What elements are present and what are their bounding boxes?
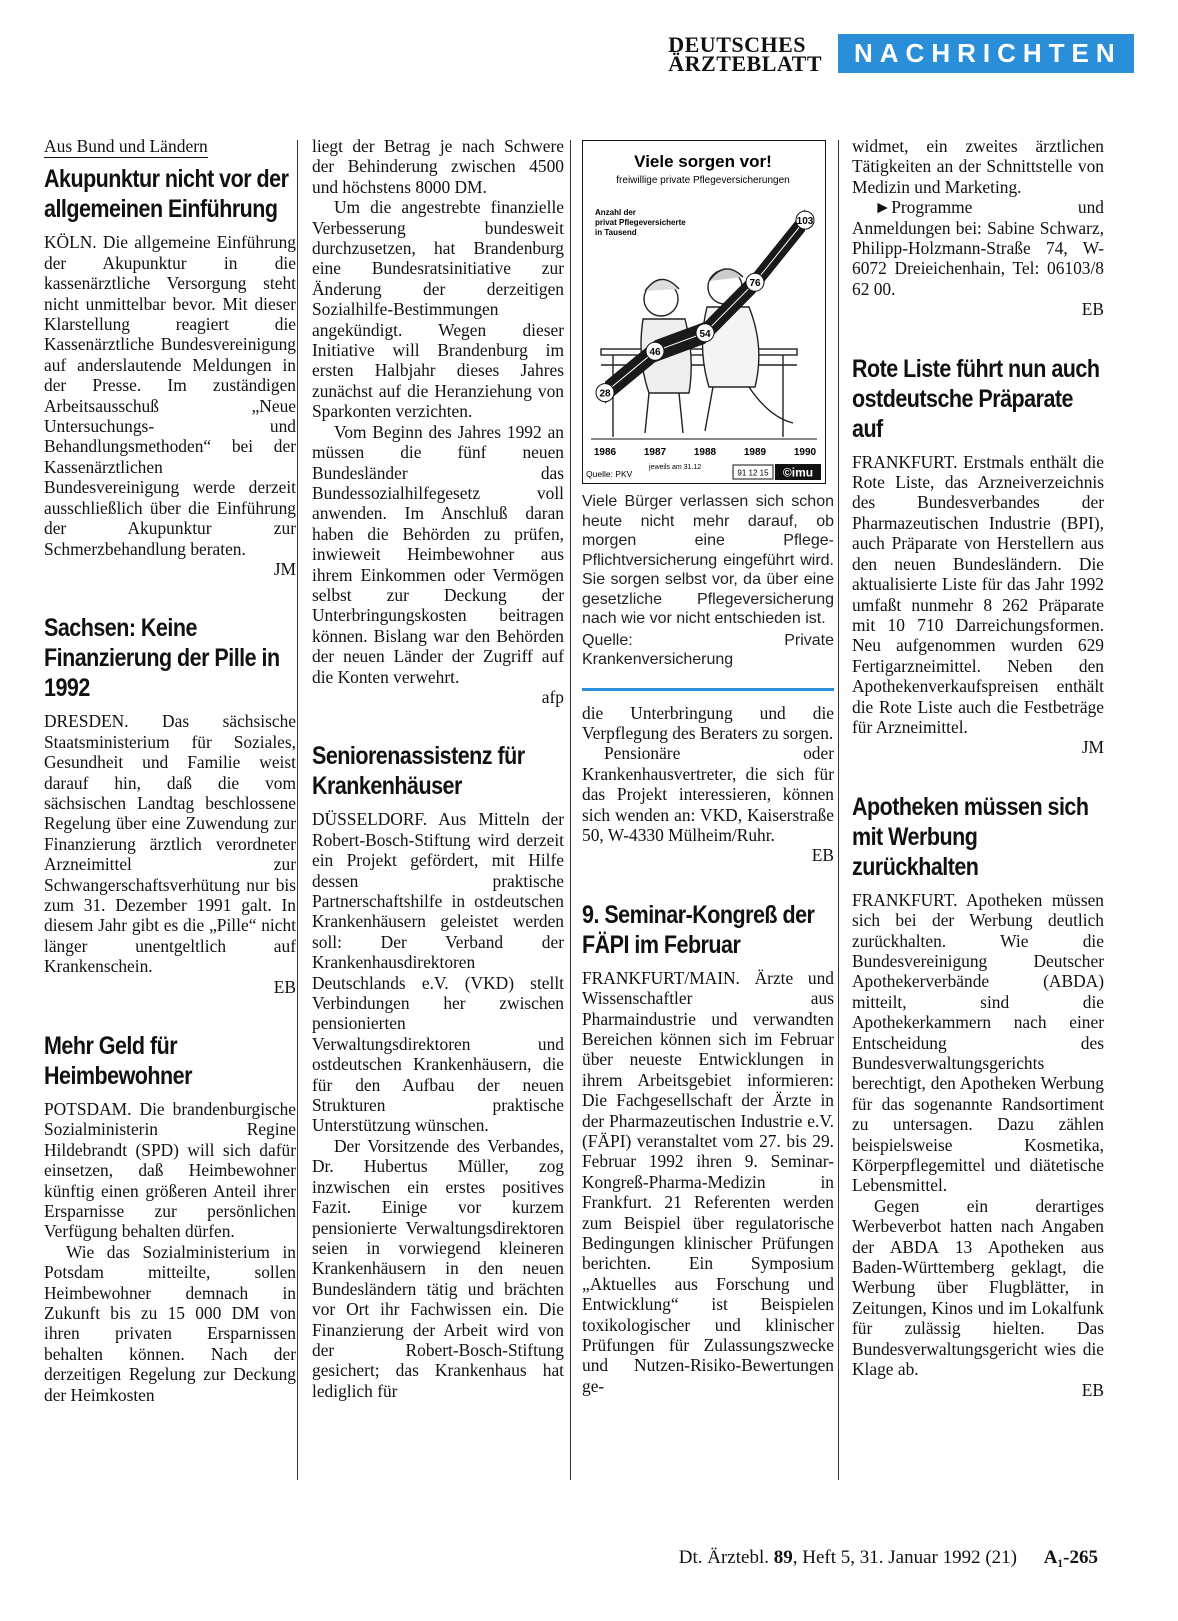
chart-ylabel-line: privat Pflegeversicherte [595,218,686,227]
brand-logo [668,31,822,76]
article-text: Vom Beginn des Jahres 1992 an müssen die fünf neuen Bundesländer das Bundessozialhilfegesetz voll anwenden. Im Anschluß daran haben die Behörden zu prüfen, inwieweit Heimbewohner aus ihrem Einkommen oder Vermögen selbst zur Deckung der Unterbringungskosten beitragen können. Bislang war den Behörden der neuen Länder der Zugriff auf die Konten verwehrt. [312,421,564,687]
brand-line1: DEUTSCHES [668,31,807,57]
column-rule [297,140,298,1480]
headline-heimbewohner: Mehr Geld für Heimbewohner [44,1032,192,1090]
article-text: die Unterbringung und die Verpflegung des Beraters zu sorgen. [582,702,834,743]
figure-source: Quelle: Private Krankenversicherung [582,631,834,668]
page-number: A₁-265 [1043,1547,1098,1568]
article-text: FRANKFURT/MAIN. Ärzte und Wissenschaftler aus Pharmaindustrie und verwandten Bereichen können sich im Februar über neueste Entwicklungen in ihrem Arbeitsgebiet informieren: Die Fachgesellschaft der Ärzte in der Pharmazeutischen Industrie e.V. (FÄPI) veranstaltet vom 27. bis 29. Februar 1992 ihren 9. Seminar-Kongreß-Pharma-Medizin in Frankfurt. 21 Referenten werden zum Beispiel über regulatorische Bedingungen klinischer Prüfungen berichten. Ein Symposium „Aktuelles aus Forschung und Entwicklung“ ist Beispielen toxikologischer und klinischer Prüfungen für Zulassungszwecke und Nutzen-Risiko-Bewertungen ge- [582,967,834,1396]
article-text: liegt der Betrag je nach Schwere der Behinderung zwischen 4500 und höchstens 8000 DM. [312,136,564,197]
author-signature: JM [273,558,296,579]
headline-akupunktur: Akupunktur nicht vor der allgemeinen Einführung [44,165,289,224]
chart-title: Viele sorgen vor! [634,152,772,171]
column-1 [44,136,296,1405]
chart-series-band [605,209,805,404]
chart-code: 91 12 15 [737,468,769,478]
chart-data-label: 46 [649,347,661,359]
chart-logo: ©imu [782,465,814,480]
brand-line2: ÄRZTEBLATT [668,50,822,76]
article-text: Wie das Sozialministerium in Potsdam mitteilte, sollen Heimbewohner demnach in Zukunft bis zu 15 000 DM von ihren privaten Ersparnissen behalten können. Nach der derzeitigen Regelung zur Deckung der Heimkosten [44,1241,296,1405]
author-signature: EB [1081,299,1104,320]
author-signature: EB [1081,1379,1104,1400]
column-rule [838,140,839,1480]
blue-divider [582,688,834,691]
article-text: FRANKFURT. Apotheken müssen sich bei der Werbung deutlich zurückhalten. Wie die Bundesvereinigung Deutscher Apothekerverbände (ABDA) mitteilt, sind die Apothekerkammern nach einer Entscheidung des Bundesverwaltungsgerichts berechtigt, den Apotheken Werbung für das sogenannte Randsortiment zu untersagen. Dazu zählen beispielsweise Kosmetika, Körperpflegemittel und diätetische Lebensmittel. [852,889,1104,1196]
article-text: widmet, ein zweites ärztlichen Tätigkeiten an der Schnittstelle von Medizin und Marketing. [852,136,1104,197]
headline-faepi: 9. Seminar-Kongreß der FÄPI im Februar [582,900,815,959]
volume-number: 89 [773,1547,793,1568]
headline-rote-liste: Rote Liste führt nun auch ostdeutsche Präparate auf [852,354,1100,443]
column-3 [582,136,834,1396]
chart-note: jeweils am 31.12 [649,464,702,471]
infographic-chart [582,140,826,484]
author-signature: afp [541,686,564,707]
chart-ylabel-line: in Tausend [595,228,637,237]
article-text: Der Vorsitzende des Verbandes, Dr. Hubertus Müller, zog inzwischen ein erstes positives Fazit. Einige vor kurzem pensionierte Verwaltungsdirektoren seien in vorwiegend kleineren Krankenhäusern in den neuen Bundesländern tätig und brächten vor Ort ihr Fachwissen ein. Die Finanzierung der Arbeit wird von der Robert-Bosch-Stiftung gesichert; das Krankenhaus hat lediglich für [312,1135,564,1401]
column-4 [852,136,1104,1400]
chart-x-ticks [594,447,817,458]
page-footer [679,1547,1098,1569]
masthead [668,31,1134,76]
seniors-illustration [601,269,797,437]
article-text: Um die angestrebte finanzielle Verbesserung bundesweit durchzusetzen, hat Brandenburg eine Bundesratsinitiative zur Änderung der derzeitigen Sozialhilfe-Bestimmungen angekündigt. Wegen dieser Initiative will Brandenburg im ersten Halbjahr dieses Jahres zunächst auf die Heranziehung von Sparkonten verzichten. [312,197,564,422]
chart-ylabel-line: Anzahl der [595,208,636,217]
chart-data-label: 103 [796,216,814,228]
chart-subtitle: freiwillige private Pflegeversicherungen [616,175,790,186]
chart-x-tick: 1987 [643,447,667,458]
chart-svg [583,141,824,482]
section-banner: NACHRICHTEN [838,34,1134,73]
column-2 [312,136,564,1401]
headline-sachsen: Sachsen: Keine Finanzierung der Pille in 1992 [44,614,280,703]
chart-data-label: 28 [599,388,611,400]
chart-plot-area [596,209,814,404]
article-text: DÜSSELDORF. Aus Mitteln der Robert-Bosch-Stiftung wird derzeit ein Projekt gefördert, mit Hilfe dessen praktische Partnerschaftshilfe in ostdeutschen Krankenhäusern geleistet werden soll: Der Verband der Krankenhausdirektoren Deutschlands e.V. (VKD) stellt Verbindungen her zwischen pensionierten Verwaltungsdirektoren und ostdeutschen Krankenhäusern, die für den Aufbau der neuen Strukturen praktische Unterstützung wünschen. [312,809,564,1136]
article-text: KÖLN. Die allgemeine Einführung der Akupunktur in die kassenärztliche Versorgung steht nicht unmittelbar bevor. Mit dieser Klarstellung reagiert die Kassenärztliche Bundesvereinigung auf anderslautende Meldungen in der Presse. Im zuständigen Arbeitsausschuß „Neue Untersuchungs- und Behandlungsmethoden“ bei der Kassenärztlichen Bundesvereinigung werde derzeit ausschließlich über die Einführung der Akupunktur zur Schmerzbehandlung beraten. [44,232,296,559]
chart-data-label: 54 [699,328,711,340]
article-text: DRESDEN. Das sächsische Staatsministerium für Soziales, Gesundheit und Familie weist darauf hin, daß die vom sächsischen Landtag beschlossene Regelung über eine Zuwendung zur Finanzierung ärztlich verordneter Arzneimittel zur Schwangerschaftsverhütung nur bis zum 31. Dezember 1991 galt. In diesem Jahr gibt es die „Pille“ nicht länger unentgeltlich auf Krankenschein. [44,711,296,977]
headline-seniorenassistenz: Seniorenassistenz für Krankenhäuser [312,742,525,801]
figure-caption: Viele Bürger verlassen sich schon heute nicht mehr darauf, ob morgen eine Pflege-Pflichtversicherung eingeführt wird. Sie sorgen selbst vor, da über eine gesetzliche Pflegeversicherung nach wie vor nicht entschieden ist. [582,493,834,627]
chart-source: Quelle: PKV [586,469,633,479]
article-text: Gegen ein derartiges Werbeverbot hatten nach Angaben der ABDA 13 Apotheken aus Baden-Württemberg geklagt, die Werbung über Flugblätter, in Zeitungen, Kinos und im Lokalfunk für zulässig hielten. Das Bundesverwaltungsgericht wies die Klage ab. [852,1195,1104,1380]
chart-x-tick: 1988 [693,447,717,458]
author-signature: EB [811,845,834,866]
chart-x-tick: 1989 [743,447,767,458]
author-signature: JM [1081,737,1104,758]
article-info: ►Programme und Anmeldungen bei: Sabine Schwarz, Philipp-Holzmann-Straße 74, W-6072 Dreieichenhain, Tel: 06103/8 62 00. [852,197,1104,299]
section-kicker: Aus Bund und Ländern [44,136,208,158]
headline-apotheken: Apotheken müssen sich mit Werbung zurückhalten [852,792,1089,881]
chart-x-tick: 1990 [793,447,817,458]
article-text: Pensionäre oder Krankenhausvertreter, die sich für das Projekt interessieren, können sich wenden an: VKD, Kaiserstraße 50, W-4330 Mülheim/Ruhr. [582,743,834,845]
column-rule [570,140,571,1480]
author-signature: EB [273,976,296,997]
chart-ylabel [595,208,688,237]
issue-info: , Heft 5, 31. Januar 1992 (21) [792,1547,1017,1568]
chart-x-tick: 1986 [593,447,617,458]
chart-data-label: 76 [749,278,761,290]
article-text: FRANKFURT. Erstmals enthält die Rote Liste, das Arzneiverzeichnis des Bundesverbandes der Pharmazeutischen Industrie (BPI), auch Präparate von Herstellern aus den neuen Bundesländern. Die aktualisierte Liste für das Jahr 1992 umfaßt nunmehr 8 262 Präparate mit 10 710 Darreichungsformen. Neu aufgenommen wurden 629 Fertigarzneimittel. Neben den Apothekenverkaufspreisen enthält die Rote Liste auch die Festbeträge für Arzneimittel. [852,451,1104,737]
journal-name: Dt. Ärztebl. [678,1547,769,1568]
article-text: POTSDAM. Die brandenburgische Sozialministerin Regine Hildebrandt (SPD) will sich dafür einsetzen, daß Heimbewohner künftig einen größeren Anteil ihrer Ersparnisse zur persönlichen Verfügung behalten dürfen. [44,1099,296,1242]
